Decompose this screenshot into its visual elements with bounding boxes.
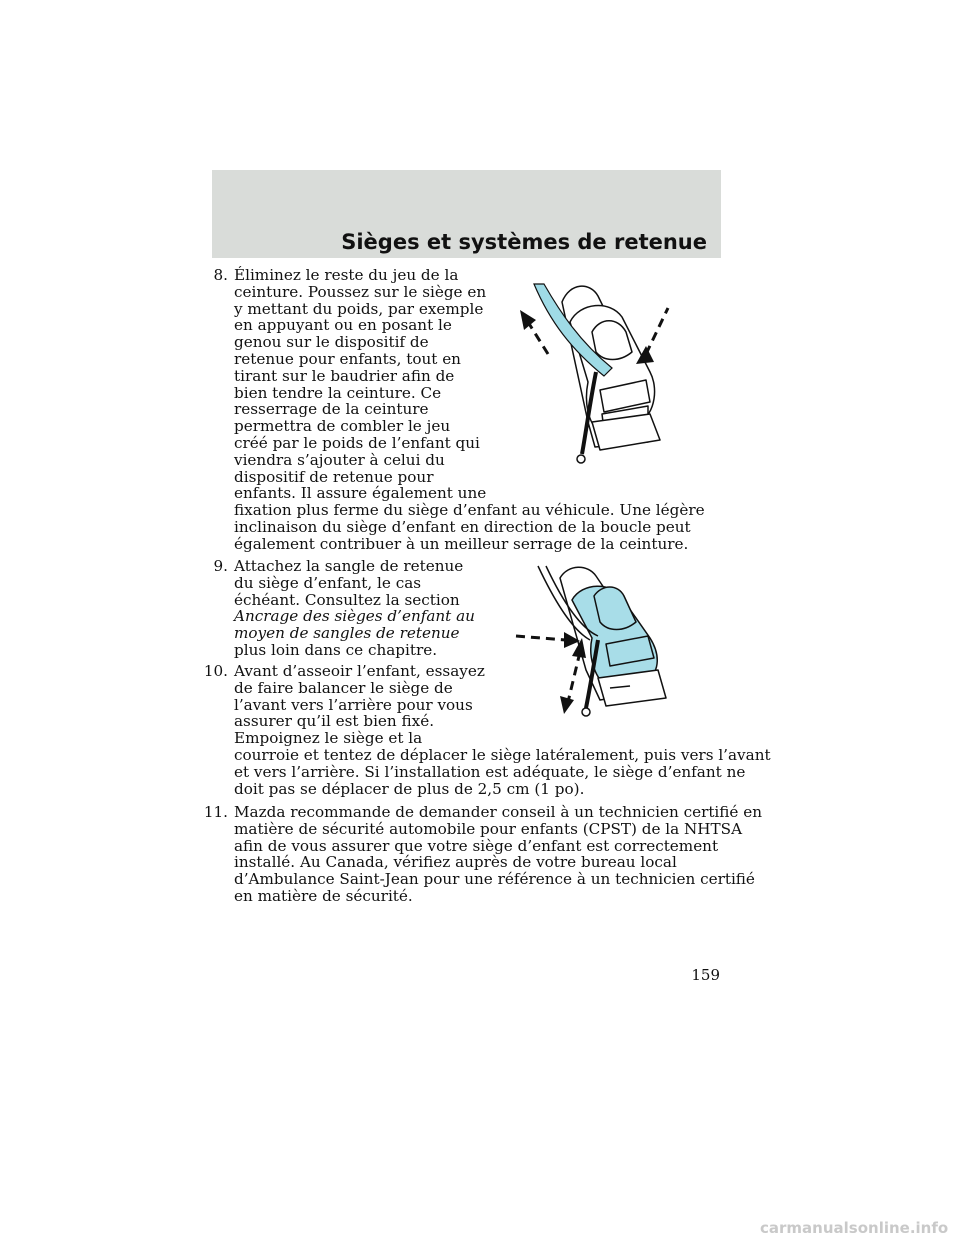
seat-stability-check-illustration	[510, 560, 680, 722]
section-header-band	[212, 170, 721, 258]
text-line: resserrage de la ceinture	[234, 400, 429, 419]
text-line: permettra de combler le jeu	[234, 417, 451, 436]
text-line: créé par le poids de l’enfant qui	[234, 433, 480, 452]
text-line: du siège d’enfant, le cas	[234, 573, 422, 592]
text-line: Mazda recommande de demander conseil à un technicien certifié en	[234, 803, 763, 821]
text-line: ceinture. Poussez sur le siège en	[234, 282, 487, 301]
item-number: 9.	[213, 557, 228, 575]
text-line: échéant. Consultez la section	[234, 590, 460, 609]
page-number: 159	[691, 966, 720, 984]
text-line: viendra s’ajouter à celui du	[234, 450, 445, 469]
text-line: également contribuer à un meilleur serrage de la ceinture.	[234, 534, 689, 553]
watermark: carmanualsonline.info	[760, 1219, 949, 1237]
item-number: 10.	[203, 662, 228, 680]
text-line: tirant sur le baudrier afin de	[234, 366, 455, 385]
text-line: l’avant vers l’arrière pour vous	[234, 695, 473, 714]
text-line: plus loin dans ce chapitre.	[234, 640, 438, 659]
text-line: matière de sécurité automobile pour enfants (CPST) de la NHTSA	[234, 819, 743, 838]
text-line: en appuyant ou en posant le	[234, 316, 452, 335]
text-line: en matière de sécurité.	[234, 886, 413, 905]
text-line: afin de vous assurer que votre siège d’enfant est correctement	[234, 836, 719, 855]
text-line: de faire balancer le siège de	[234, 678, 453, 697]
section-reference-link: moyen de sangles de retenue	[234, 624, 460, 643]
text-line: courroie et tentez de déplacer le siège latéralement, puis vers l’avant	[234, 745, 771, 764]
text-line: doit pas se déplacer de plus de 2,5 cm (1 po).	[234, 779, 585, 798]
section-title: Sièges et systèmes de retenue	[341, 230, 707, 254]
text-line: bien tendre la ceinture. Ce	[234, 383, 442, 402]
text-line: enfants. Il assure également une	[234, 484, 487, 503]
item-text	[234, 804, 762, 905]
text-line: et vers l’arrière. Si l’installation est adéquate, le siège d’enfant ne	[234, 762, 746, 781]
text-line: installé. Au Canada, vérifiez auprès de votre bureau local	[234, 853, 677, 872]
seat-belt-tightening-illustration	[500, 272, 685, 472]
text-line: assurer qu’il est bien fixé.	[234, 712, 435, 731]
text-line: genou sur le dispositif de	[234, 333, 429, 352]
text-line: d’Ambulance Saint-Jean pour une référence à un technicien certifié	[234, 870, 755, 889]
item-number: 8.	[213, 266, 228, 284]
item-number: 11.	[203, 803, 228, 821]
text-line: fixation plus ferme du siège d’enfant au véhicule. Une légère	[234, 501, 705, 520]
item-text	[234, 663, 771, 797]
text-line: dispositif de retenue pour	[234, 467, 434, 486]
text-line: Avant d’asseoir l’enfant, essayez	[234, 662, 485, 680]
text-line: Éliminez le reste du jeu de la	[234, 266, 459, 284]
text-line: Attachez la sangle de retenue	[234, 557, 464, 575]
text-line: retenue pour enfants, tout en	[234, 349, 461, 368]
section-reference-link: Ancrage des sièges d’enfant au	[234, 607, 475, 626]
text-line: Empoignez le siège et la	[234, 729, 423, 748]
text-line: y mettant du poids, par exemple	[234, 299, 484, 318]
item-text	[234, 558, 475, 659]
text-line: inclinaison du siège d’enfant en direction de la boucle peut	[234, 517, 691, 536]
